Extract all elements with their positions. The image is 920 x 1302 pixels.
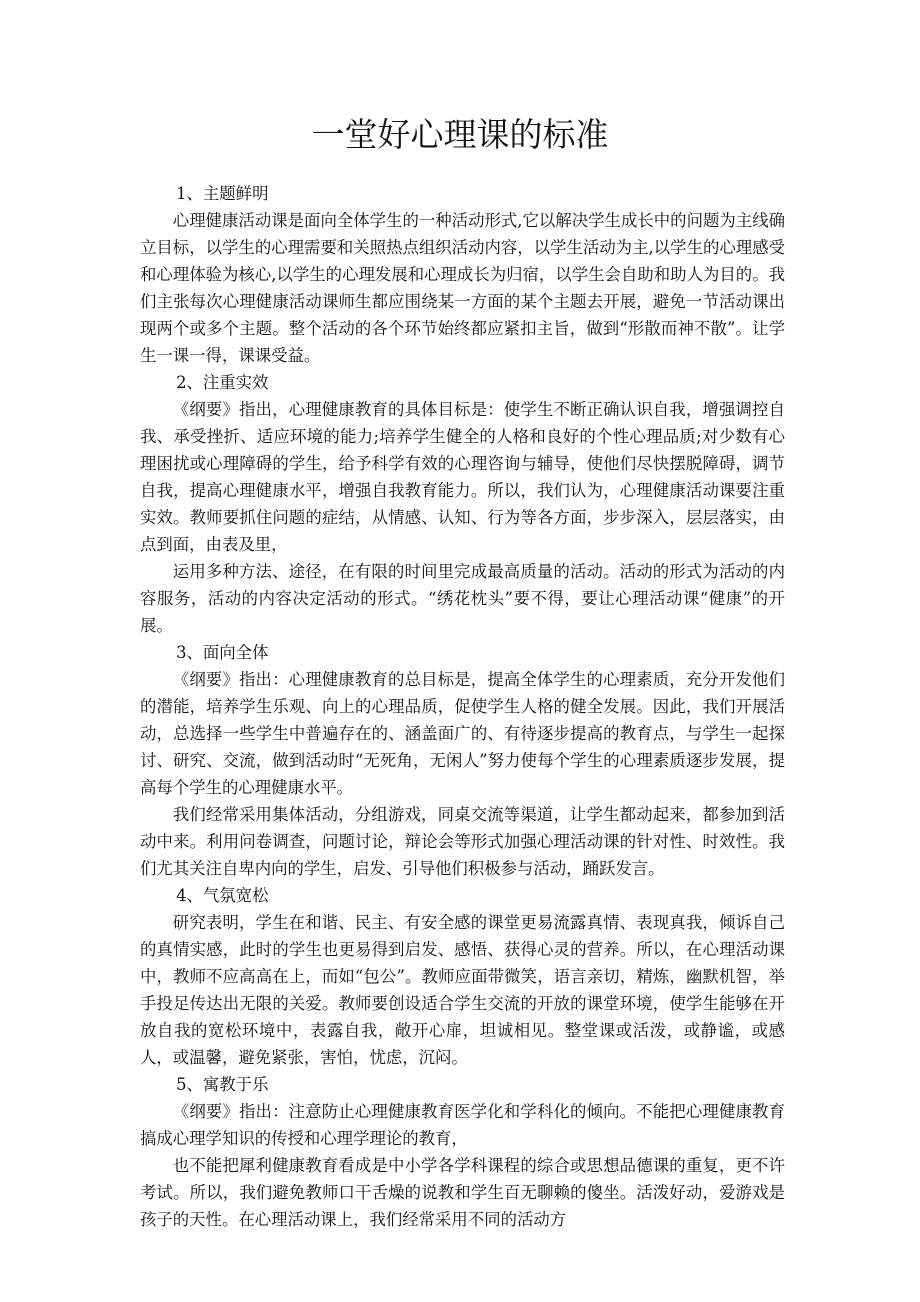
paragraph: 研究表明，学生在和谐、民主、有安全感的课堂更易流露真情、表现真我，倾诉自己的真情实感，此时的学生也更易得到启发、感悟、获得心灵的营养。所以，在心理活动课中，教师不应高高在上，而如“包公”。教师应面带微笑，语言亲切，精炼，幽默机智，举手投足传达出无限的关爱。教师要创设适合学生交流的开放的课堂环境，使学生能够在开放自我的宽松环境中，表露自我，敞开心扉，坦诚相见。整堂课或活泼，或静谧，或感人，或温馨，避免紧张，害怕，忧虑，沉闷。 <box>140 913 785 1067</box>
section-heading: 2、注重实效 <box>176 373 269 392</box>
section-heading: 5、寓教于乐 <box>176 1075 269 1094</box>
paragraph: 《纲要》指出，心理健康教育的具体目标是：使学生不断正确认识自我，增强调控自我、承受挫折、适应环境的能力;培养学生健全的人格和良好的个性心理品质;对少数有心理困扰或心理障碍的学生，给予科学有效的心理咨询与辅导，使他们尽快摆脱障碍，调节自我，提高心理健康水平，增强自我教育能力。所以，我们认为，心理健康活动课要注重实效。教师要抓住问题的症结，从情感、认知、行为等各方面，步步深入，层层落实，由点到面，由表及里， <box>140 400 785 554</box>
section-heading: 4、气氛宽松 <box>176 886 269 905</box>
paragraph: 也不能把犀利健康教育看成是中小学各学科课程的综合或思想品德课的重复，更不许考试。所以，我们避免教师口干舌燥的说教和学生百无聊赖的傻坐。活泼好动，爱游戏是孩子的天性。在心理活动课上，我们经常采用不同的活动方 <box>140 1156 785 1229</box>
paragraph: 我们经常采用集体活动，分组游戏，同桌交流等渠道，让学生都动起来，都参加到活动中来。利用问卷调查，问题讨论，辩论会等形式加强心理活动课的针对性、时效性。我们尤其关注自卑内向的学生，启发、引导他们积极参与活动，踊跃发言。 <box>140 805 785 878</box>
section-heading: 3、面向全体 <box>176 643 269 662</box>
paragraph: 《纲要》指出：心理健康教育的总目标是，提高全体学生的心理素质，充分开发他们的潜能，培养学生乐观、向上的心理品质，促使学生人格的健全发展。因此，我们开展活动，总选择一些学生中普遍存在的、涵盖面广的、有待逐步提高的教育点，与学生一起探讨、研究、交流，做到活动时“无死角，无闲人”努力使每个学生的心理素质逐步发展，提高每个学生的心理健康水平。 <box>140 670 785 797</box>
document-title: 一堂好心理课的标准 <box>311 115 609 154</box>
paragraph: 运用多种方法、途径，在有限的时间里完成最高质量的活动。活动的形式为活动的内容服务，活动的内容决定活动的形式。“绣花枕头”要不得，要让心理活动课“健康”的开展。 <box>140 562 785 635</box>
paragraph: 心理健康活动课是面向全体学生的一种活动形式,它以解决学生成长中的问题为主线确立目标，以学生的心理需要和关照热点组织活动内容，以学生活动为主,以学生的心理感受和心理体验为核心,以学生的心理发展和心理成长为归宿，以学生会自助和助人为目的。我们主张每次心理健康活动课师生都应围绕某一方面的某个主题去开展，避免一节活动课出现两个或多个主题。整个活动的各个环节始终都应紧扣主旨，做到“形散而神不散”。让学生一课一得，课课受益。 <box>140 211 785 365</box>
section-heading: 1、主题鲜明 <box>176 184 269 203</box>
document-body <box>140 180 785 1233</box>
paragraph: 《纲要》指出：注意防止心理健康教育医学化和学科化的倾向。不能把心理健康教育搞成心理学知识的传授和心理学理论的教育， <box>140 1102 785 1148</box>
